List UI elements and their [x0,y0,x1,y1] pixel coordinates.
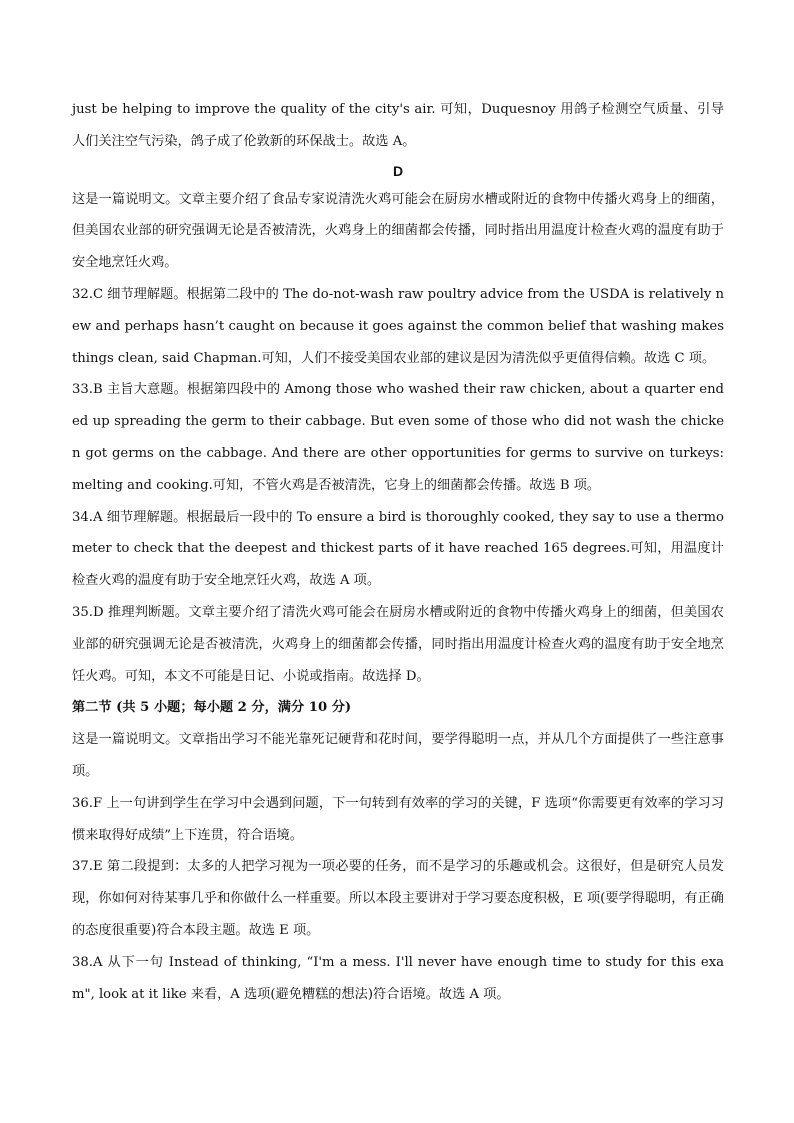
section-letter-d: D [392,162,404,179]
answer-37: 37.E 第二段提到：太多的人把学习视为一项必要的任务，而不是学习的乐趣或机会。这很好，但是研究人员发现，你如何对待某事几乎和你做什么一样重要。所以本段主要讲对于学习要态度积极，E 项(要学得聪明，有正确的态度很重要)符合本段主题。故选 E 项。 [72,859,724,938]
answer-36: 36.F 上一句讲到学生在学习中会遇到问题，下一句转到有效率的学习的关键，F 选项“你需要更有效率的学习习惯来取得好成绩”上下连贯，符合语境。 [72,795,724,843]
paragraph-c-conclusion: just be helping to improve the quality of the city's air. 可知，Duquesnoy 用鸽子检测空气质量、引导人们关注空气污染，鸽子成了伦敦新的环保战士。故选 A。 [72,102,724,149]
answer-38: 38.A 从下一句 Instead of thinking, “I'm a mess. I'll never have enough time to study for this exam", look at it like 来看，A 选项(避免糟糕的想法)符合语境。故选 A 项。 [72,954,724,1002]
section-2-heading: 第二节 (共 5 小题；每小题 2 分，满分 10 分) [72,700,352,716]
document-page [72,94,724,1010]
passage-d-summary: 这是一篇说明文。文章主要介绍了食品专家说清洗火鸡可能会在厨房水槽或附近的食物中传播火鸡身上的细菌，但美国农业部的研究强调无论是否被清洗，火鸡身上的细菌都会传播，同时指出用温度计检查火鸡的温度有助于安全地烹饪火鸡。 [72,191,724,271]
answer-35: 35.D 推理判断题。文章主要介绍了清洗火鸡可能会在厨房水槽或附近的食物中传播火鸡身上的细菌，但美国农业部的研究强调无论是否被清洗，火鸡身上的细菌都会传播，同时指出用温度计检查火鸡的温度有助于安全地烹饪火鸡。可知，本文不可能是日记、小说或指南。故选择 D。 [72,604,724,684]
section-2-summary: 这是一篇说明文。文章指出学习不能光靠死记硬背和花时间，要学得聪明一点，并从几个方面提供了一些注意事项。 [72,732,724,779]
answer-32: 32.C 细节理解题。根据第二段中的 The do-not-wash raw poultry advice from the USDA is relatively new and perhaps hasn’t caught on because it goes against the common belief that washing makes things clean, said Chapman.可知，人们不接受美国农业部的建议是因为清洗似乎更值得信赖。故选 C 项。 [72,286,724,366]
answer-34: 34.A 细节理解题。根据最后一段中的 To ensure a bird is thoroughly cooked, they say to use a thermometer to check that the deepest and thickest parts of it have reached 165 degrees.可知，用温度计检查火鸡的温度有助于安全地烹饪火鸡，故选 A 项。 [72,509,724,589]
answer-33: 33.B 主旨大意题。根据第四段中的 Among those who washed their raw chicken, about a quarter ended up spreading the germ to their cabbage. But even some of those who did not wash the chicken got germs on the cabbage. And there are other opportunities for germs to survive on turkeys: melting and cooking.可知，不管火鸡是否被清洗，它身上的细菌都会传播。故选 B 项。 [72,382,724,493]
